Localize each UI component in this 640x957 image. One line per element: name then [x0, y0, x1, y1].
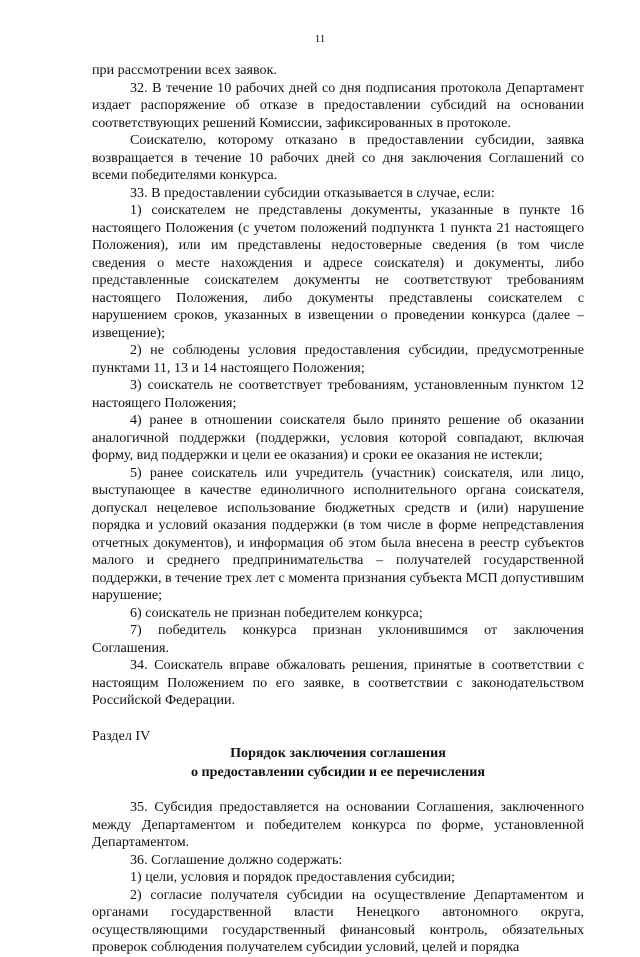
- paragraph-33-item-7: 7) победитель конкурса признан уклонившимся от заключения Соглашения.: [92, 622, 584, 656]
- section-title-line-1: Порядок заключения соглашения: [230, 745, 446, 761]
- paragraph-33: 33. В предоставлении субсидии отказывается в случае, если:: [130, 184, 495, 201]
- paragraph-33-item-5: 5) ранее соискатель или учредитель (участник) соискателя, или лицо, выступающее в качестве единоличного исполнительного органа соискателя, допускал нецелевое использование бюджетных средств и (или) нарушение порядка и условий оказания поддержки (в том числе в форме непредставления отчетных документов), и информация об этом была внесена в реестр субъектов малого и среднего предпринимательства – получателей государственной поддержки, в течение трех лет с момента признания субъекта МСП допустившим нарушение;: [92, 464, 584, 603]
- paragraph-continuation: при рассмотрении всех заявок.: [92, 62, 277, 78]
- paragraph-33-item-4: 4) ранее в отношении соискателя было принято решение об оказании аналогичной поддержки (поддержки, условия которой совпадают, включая форму, вид поддержки и цели ее оказания) и сроки ее оказания не истекли;: [92, 412, 584, 463]
- paragraph-32: 32. В течение 10 рабочих дней со дня подписания протокола Департамент издает распоряжение об отказе в предоставлении субсидий на основании соответствующих решений Комиссии, зафиксированных в протоколе.: [92, 79, 584, 131]
- page-number: 11: [314, 33, 326, 45]
- paragraph-33-item-2: 2) не соблюдены условия предоставления субсидии, предусмотренные пунктами 11, 13 и 14 настоящего Положения;: [92, 342, 584, 376]
- paragraph-35: 35. Субсидия предоставляется на основании Соглашения, заключенного между Департаментом и победителем конкурса по форме, установленной Департаментом.: [92, 799, 584, 850]
- document-body: [92, 62, 584, 957]
- paragraph-36: 36. Соглашение должно содержать:: [130, 851, 343, 868]
- paragraph-34: 34. Соискатель вправе обжаловать решения, принятые в соответствии с настоящим Положением по его заявке, в соответствии с законодательством Российской Федерации.: [92, 657, 584, 708]
- paragraph-33-item-6: 6) соискатель не признан победителем конкурса;: [130, 604, 423, 621]
- section-label: Раздел IV: [92, 727, 151, 744]
- paragraph-32-return: Соискателю, которому отказано в предоставлении субсидии, заявка возвращается в течение 10 рабочих дней со дня заключения Соглашений со всеми победителями конкурса.: [92, 132, 584, 183]
- section-title-line-2: о предоставлении субсидии и ее перечисления: [190, 763, 486, 780]
- section-heading: [92, 728, 584, 782]
- paragraph-33-item-3: 3) соискатель не соответствует требованиям, установленным пунктом 12 настоящего Положения;: [92, 377, 584, 411]
- paragraph-36-item-2: 2) согласие получателя субсидии на осуществление Департаментом и органами государственной власти Ненецкого автономного округа, осуществляющими государственный финансовый контроль, обязательных проверок соблюдения получателем субсидии условий, целей и порядка: [92, 886, 584, 955]
- paragraph-36-item-1: 1) цели, условия и порядок предоставления субсидии;: [130, 869, 456, 885]
- paragraph-33-item-1: 1) соискателем не представлены документы, указанные в пункте 16 настоящего Положения (с учетом положений подпункта 1 пункта 21 настоящего Положения), или им представлены недостоверные сведения (в том числе сведения о месте нахождения и адресе соискателя) и документы, либо представленные соискателем документы не соответствуют требованиям настоящего Положения, либо документы представлены соискателем с нарушением сроков, указанных в извещении о проведении конкурса (далее – извещение);: [92, 202, 584, 341]
